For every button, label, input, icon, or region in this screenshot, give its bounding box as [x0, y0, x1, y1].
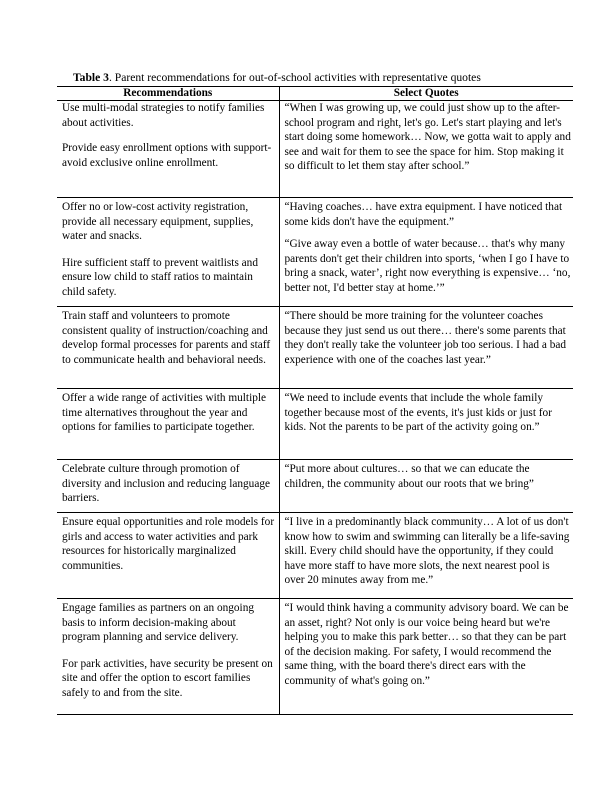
- recommendations-table: [57, 86, 573, 715]
- quote-text: “I would think having a community advisory board. We can be an asset, right? Not only is our voice being heard but we're helping you to make this park better… so that they can be part of the decision making. For safety, I would recommend the same thing, with the board there's direct ears with the community of what's going on.”: [284, 602, 569, 687]
- recommendation-text: Ensure equal opportunities and role models for girls and access to water activities and park resources for historically marginalized communities.: [62, 516, 275, 572]
- table-row: [57, 460, 573, 513]
- recommendations-cell: [57, 198, 279, 307]
- quote-text: “When I was growing up, we could just show up to the after-school program and right, let's go. Let's start playing and let's start doing some homework… Now, we gotta wait to apply and see and wait for them to see the space for him. Stop making it so difficult to let them stay after school.”: [284, 102, 571, 172]
- quote-text: “Give away even a bottle of water because… that's why many parents don't get their children into sports, ‘when I go I have to bring a snack, water’, right now everything is expensive… ‘no, better not, I'd better stay at home.’”: [284, 238, 571, 294]
- recommendation-text: For park activities, have security be present on site and offer the option to escort families safely to and from the site.: [62, 657, 273, 699]
- recommendation-text: Offer no or low-cost activity registration, provide all necessary equipment, supplies, water and snacks.: [62, 201, 254, 242]
- quotes-cell: [279, 307, 573, 389]
- quotes-cell: [279, 101, 573, 198]
- table-caption-label: Table 3: [73, 71, 109, 84]
- table-row: [57, 513, 573, 599]
- recommendation-text: Celebrate culture through promotion of diversity and inclusion and reducing language barriers.: [62, 463, 270, 504]
- quote-text: “Put more about cultures… so that we can educate the children, the community about our roots that we bring”: [284, 463, 534, 490]
- recommendations-cell: [57, 513, 279, 599]
- table-row: [57, 599, 573, 715]
- table-row: [57, 389, 573, 460]
- recommendations-cell: [57, 599, 279, 715]
- recommendation-text: Train staff and volunteers to promote consistent quality of instruction/coaching and develop formal processes for parents and staff to communicate health and behavioral needs.: [62, 310, 271, 366]
- quotes-cell: [279, 513, 573, 599]
- quotes-cell: [279, 198, 573, 307]
- quote-text: “We need to include events that include the whole family together because most of the events, it's just kids or just for kids. Not the parents to be part of the activity going on.”: [284, 392, 552, 433]
- recommendations-cell: [57, 460, 279, 513]
- recommendation-text: Offer a wide range of activities with multiple time alternatives throughout the year and options for families to participate together.: [62, 392, 267, 433]
- table-row: [57, 307, 573, 389]
- table-caption: [73, 71, 481, 85]
- table-row: [57, 101, 573, 198]
- table-caption-text: . Parent recommendations for out-of-school activities with representative quotes: [108, 71, 481, 84]
- recommendations-cell: [57, 307, 279, 389]
- quotes-cell: [279, 389, 573, 460]
- table-header-row: [57, 87, 573, 101]
- header-recommendations: Recommendations: [57, 87, 279, 101]
- recommendation-text: Engage families as partners on an ongoing basis to inform decision-making about program planning and service delivery.: [62, 602, 254, 643]
- quotes-cell: [279, 460, 573, 513]
- quote-text: “I live in a predominantly black community… A lot of us don't know how to swim and swimming can literally be a life-saving skill. Every child should have the opportunity, if they could have more staff to have more slots, the next nearest pool is over 20 minutes away from me.”: [284, 516, 570, 586]
- recommendation-text: Hire sufficient staff to prevent waitlists and ensure low child to staff ratios to maintain child safety.: [62, 256, 258, 298]
- quote-text: “There should be more training for the volunteer coaches because they just send us out there… there's some parents that they don't really take the volunteer job too serious. I had a bad experience with one of the coaches last year.”: [284, 310, 567, 366]
- quote-text: “Having coaches… have extra equipment. I have noticed that some kids don't have the equipment.”: [284, 201, 563, 228]
- table-row: [57, 198, 573, 307]
- recommendation-text: Provide easy enrollment options with support- avoid exclusive online enrollment.: [62, 142, 272, 169]
- recommendation-text: Use multi-modal strategies to notify families about activities.: [62, 102, 265, 129]
- recommendations-cell: [57, 389, 279, 460]
- quotes-cell: [279, 599, 573, 715]
- recommendations-cell: [57, 101, 279, 198]
- header-quotes: Select Quotes: [279, 87, 573, 101]
